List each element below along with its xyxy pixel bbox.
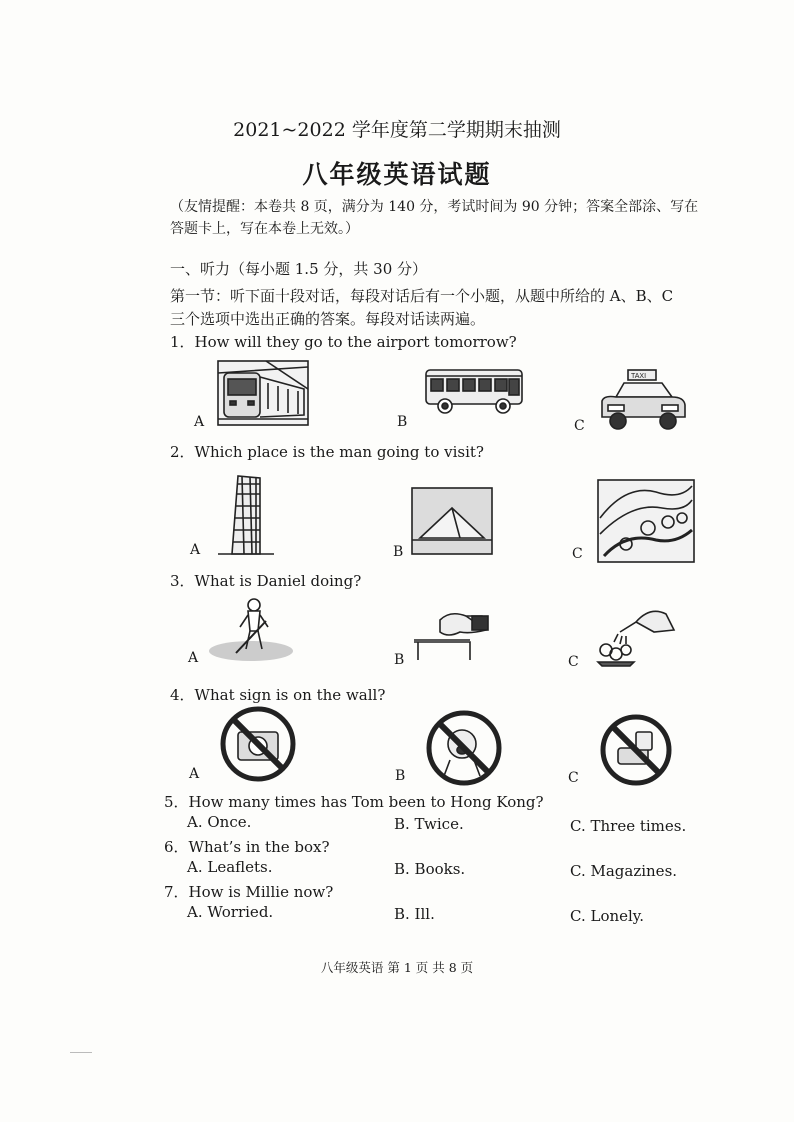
svg-text:TAXI: TAXI: [631, 373, 647, 380]
question-3: [170, 570, 361, 591]
option-label: C: [568, 770, 579, 786]
question-6: [164, 836, 330, 857]
exam-note-line-1: （友情提醒：本卷共 8 页，满分为 140 分，考试时间为 90 分钟；答案全部涂、写在: [170, 199, 699, 215]
exam-term-title: 2021~2022 学年度第二学期期末抽测: [233, 119, 561, 141]
option-label: A: [189, 766, 200, 782]
option-label: A: [194, 414, 205, 430]
question-7: [164, 881, 333, 902]
taxi-icon: [598, 367, 688, 437]
answer-option: C. Three times.: [570, 817, 687, 835]
answer-option: A. Leaflets.: [187, 858, 273, 876]
option-label: C: [574, 418, 585, 434]
option-label: B: [394, 652, 405, 668]
option-label: A: [188, 650, 199, 666]
question-number: 7．: [164, 883, 189, 901]
question-number: 2．: [170, 443, 195, 461]
question-text: How will they go to the airport tomorrow?: [194, 333, 517, 351]
option-label: A: [190, 542, 201, 558]
answer-option: B. Twice.: [394, 815, 464, 833]
question-text: How is Millie now?: [188, 883, 334, 901]
option-label: B: [397, 414, 408, 430]
question-text: What’s in the box?: [188, 838, 330, 856]
question-2: [170, 441, 484, 462]
exam-title: 八年级英语试题: [302, 160, 492, 189]
bus-icon: [423, 364, 527, 420]
section-instruction-line-2: 三个选项中选出正确的答案。每段对话读两遍。: [170, 310, 486, 328]
great-wall-icon: [596, 478, 696, 568]
section-heading: 一、听力（每小题 1.5 分，共 30 分）: [170, 260, 428, 278]
watering-flowers-icon: [590, 602, 682, 672]
question-5: [164, 791, 544, 812]
question-text: How many times has Tom been to Hong Kong?: [188, 793, 544, 811]
question-number: 1．: [170, 333, 195, 351]
question-4: [170, 684, 385, 705]
answer-option: C. Magazines.: [570, 862, 678, 880]
question-number: 4．: [170, 686, 195, 704]
question-number: 5．: [164, 793, 189, 811]
answer-option: B. Books.: [394, 860, 466, 878]
question-1: [170, 331, 517, 352]
option-label: B: [395, 768, 406, 784]
subway-train-icon: [216, 359, 310, 431]
no-camera-sign-icon: [218, 704, 298, 788]
no-food-sign-icon: [598, 712, 674, 792]
leaning-tower-icon: [216, 470, 276, 560]
pyramid-icon: [410, 486, 494, 560]
section-instruction-line-1: 第一节：听下面十段对话，每段对话后有一个小题，从题中所给的 A、B、C: [170, 287, 674, 305]
option-label: B: [393, 544, 404, 560]
answer-option: B. Ill.: [394, 905, 435, 923]
question-number: 3．: [170, 572, 195, 590]
question-number: 6．: [164, 838, 189, 856]
question-text: What sign is on the wall?: [194, 686, 386, 704]
exam-note-line-2: 答题卡上，写在本卷上无效。）: [170, 221, 359, 237]
page-footer: 八年级英语 第 1 页 共 8 页: [320, 960, 474, 975]
answer-option: A. Once.: [187, 813, 252, 831]
answer-option: A. Worried.: [187, 903, 274, 921]
answer-option: C. Lonely.: [570, 907, 645, 925]
option-label: C: [568, 654, 579, 670]
no-shouting-sign-icon: [424, 708, 504, 792]
wiping-table-icon: [410, 604, 494, 666]
question-text: Which place is the man going to visit?: [194, 443, 484, 461]
scan-mark: [70, 1052, 92, 1053]
option-label: C: [572, 546, 583, 562]
boy-sweeping-icon: [206, 597, 296, 667]
question-text: What is Daniel doing?: [194, 572, 362, 590]
